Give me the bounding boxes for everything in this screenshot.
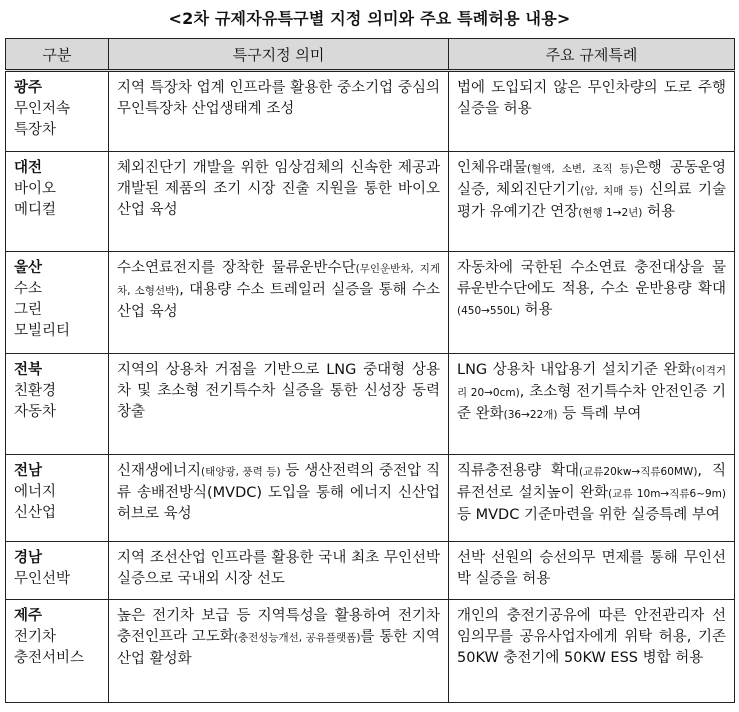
meaning-text: , 대용량 수소 트레일러 실증을 통해 수소산업 육성 [117, 282, 440, 320]
meaning-cell [109, 252, 449, 354]
meaning-text: 높은 전기차 보급 등 지역특성을 활용하여 전기차 충전인프라 고도화 [117, 608, 440, 645]
special-text: 등 특례 부여 [557, 406, 642, 422]
header-special-rules: 주요 규제특례 [449, 39, 735, 71]
meaning-text: 신재생에너지 [117, 463, 202, 479]
region-subtitle: 무인선박 [14, 571, 71, 587]
meaning-text: 등 생산전력의 중전압 직류 송배전방식(MVDC) 도입을 통해 에너지 신산업 허브로 육성 [117, 463, 440, 522]
special-note: (혈액, 소변, 조직 등) [527, 163, 634, 175]
special-text: 허용 [642, 204, 676, 220]
region-name: 광주 [14, 80, 43, 96]
special-rules-cell [449, 354, 735, 455]
meaning-text: 수소연료전지를 장착한 물류운반수단 [117, 260, 356, 276]
special-text: 인체유래물 [457, 160, 528, 176]
table-header-row [6, 39, 735, 71]
region-name: 경남 [14, 550, 43, 566]
meaning-text: 를 통한 지역산업 활성화 [117, 629, 440, 667]
region-cell [6, 252, 109, 354]
region-cell [6, 542, 109, 600]
page-title: <2차 규제자유특구별 지정 의미와 주요 특례허용 내용> [168, 9, 571, 28]
special-note: (450→550L) [457, 305, 520, 317]
region-name: 대전 [14, 160, 43, 176]
meaning-cell [109, 455, 449, 542]
special-text: 직류충전용량 확대 [457, 463, 580, 479]
special-zone-table [5, 38, 735, 703]
header-category: 구분 [6, 39, 109, 71]
meaning-cell: 지역의 상용차 거점을 기반으로 LNG 중대형 상용차 및 초소형 전기특수차 실증을 통한 신성장 동력 창출 [109, 354, 449, 455]
special-text: 은행 공동운영 실증, 체외진단기기 [457, 160, 726, 198]
region-cell [6, 600, 109, 703]
special-text: , 직류전선로 설치높이 완화 [457, 463, 726, 501]
region-subtitle: 친환경 자동차 [14, 383, 57, 420]
special-note: (현행 1→2년) [578, 207, 643, 219]
meaning-note: (충전성능개선, 공유플랫폼) [233, 632, 361, 644]
meaning-cell: 체외진단기 개발을 위한 임상검체의 신속한 제공과 개발된 제품의 조기 시장 진출 지원을 통한 바이오산업 육성 [109, 152, 449, 252]
special-note: (36→22개) [503, 409, 558, 421]
region-subtitle: 전기차 충전서비스 [14, 629, 85, 666]
special-text: LNG 상용차 내압용기 설치기준 완화 [457, 362, 692, 378]
special-text: , 초소형 전기특수차 안전인증 기준 완화 [457, 384, 727, 422]
region-cell [6, 455, 109, 542]
header-meaning: 특구지정 의미 [109, 39, 449, 71]
table-row [6, 354, 735, 455]
special-text: 신의료 기술평가 유예기간 연장 [457, 182, 726, 220]
table-row [6, 71, 735, 152]
special-rules-cell: 법에 도입되지 않은 무인차량의 도로 주행 실증을 허용 [449, 71, 735, 152]
special-rules-cell: 개인의 충전기공유에 따른 안전관리자 선임의무를 공유사업자에게 위탁 허용, 기존 50KW 충전기에 50KW ESS 병합 허용 [449, 600, 735, 703]
region-subtitle: 바이오 메디컬 [14, 181, 57, 218]
table-row [6, 600, 735, 703]
special-text: 자동차에 국한된 수소연료 충전대상을 물류운반수단에도 적용, 수소 운반용량 확대 [457, 260, 726, 297]
table-row [6, 542, 735, 600]
special-rules-cell: 선박 선원의 승선의무 면제를 통해 무인선박 실증을 허용 [449, 542, 735, 600]
table-row [6, 152, 735, 252]
region-cell [6, 354, 109, 455]
special-rules-cell [449, 252, 735, 354]
region-subtitle: 에너지 신산업 [14, 484, 57, 521]
special-note: (교류 10m→직류6~9m) [608, 488, 726, 500]
meaning-cell: 지역 조선산업 인프라를 활용한 국내 최초 무인선박 실증으로 국내외 시장 선도 [109, 542, 449, 600]
meaning-cell: 지역 특장차 업계 인프라를 활용한 중소기업 중심의 무인특장차 산업생태계 조성 [109, 71, 449, 152]
special-rules-cell [449, 455, 735, 542]
meaning-note: (태양광, 풍력 등) [201, 466, 281, 478]
special-note: (이격거리 20→0cm) [457, 365, 726, 399]
special-note: (암, 치매 등) [580, 185, 643, 197]
region-name: 전북 [14, 362, 43, 378]
region-cell [6, 71, 109, 152]
region-name: 제주 [14, 608, 43, 624]
region-subtitle: 무인저속 특장차 [14, 101, 71, 138]
region-subtitle: 수소 그린 모빌리티 [14, 281, 71, 339]
special-rules-cell [449, 152, 735, 252]
region-cell [6, 152, 109, 252]
meaning-cell [109, 600, 449, 703]
region-name: 전남 [14, 463, 43, 479]
meaning-note: (무인운반차, 지게차, 소형선박) [117, 263, 440, 297]
table-row [6, 455, 735, 542]
special-text: 허용 [519, 302, 553, 318]
special-note: (교류20kw→직류60MW) [579, 466, 698, 478]
region-name: 울산 [14, 260, 43, 276]
special-text: 등 MVDC 기준마련을 위한 실증특례 부여 [457, 507, 720, 523]
table-row [6, 252, 735, 354]
